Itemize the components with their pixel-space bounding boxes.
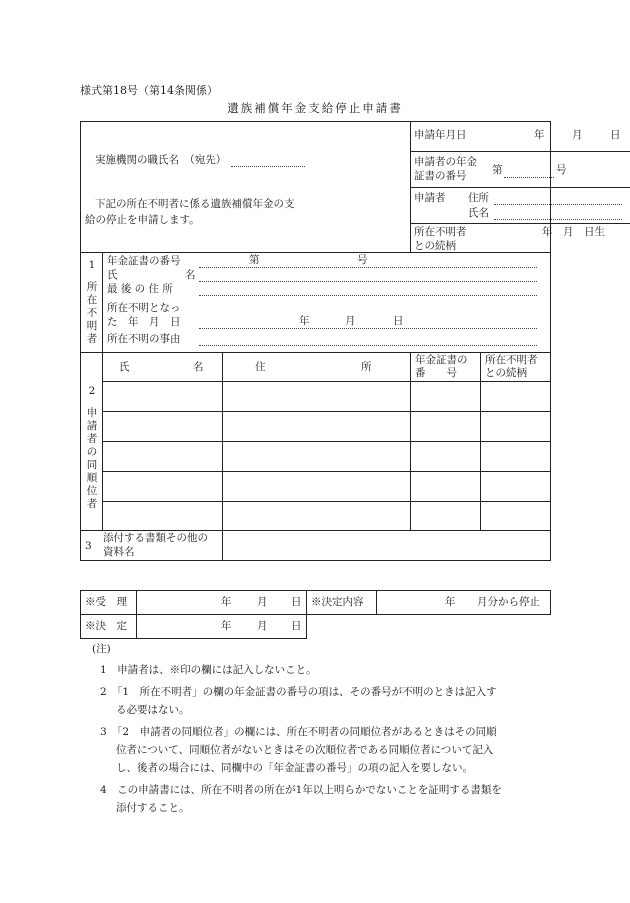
same-rank-relation-cell[interactable] [481,502,551,531]
missing-date-field[interactable] [199,328,537,329]
section3-label-line2: 資料名 [103,546,135,558]
row-missing-date-line1: 所在不明となっ [107,302,181,314]
same-rank-name-cell[interactable] [103,412,223,442]
row-cert-go: 号 [357,254,368,266]
decision-content-stop: 月分から停止 [477,596,540,608]
section1-char-2: 在 [86,294,98,306]
same-rank-cert-cell[interactable] [411,472,481,502]
form-number: 様式第18号（第14条関係） [80,84,218,97]
applicant-name-label: 氏名 [468,206,489,219]
note-4b: 添付すること。 [116,802,190,814]
same-rank-name-cell[interactable] [103,502,223,531]
received-label: ※受 理 [85,596,127,608]
applicant-name-field[interactable] [494,219,622,220]
col-header-cert [411,353,481,382]
row-missing-month: 月 [345,315,356,327]
decision-content-cell[interactable] [377,591,551,615]
row-last-address-label: 最 後 の 住 所 [107,283,173,295]
section1-char-4: 明 [86,320,98,332]
pension-cert-label-line2: 証書の番号 [414,169,467,182]
section2-char-5: 同 [86,459,98,471]
application-date-month: 月 [572,129,583,141]
decided-year: 年 [221,620,232,632]
table-row [81,472,551,502]
received-label-cell [81,591,137,615]
missing-relation-line2: との続柄 [414,239,456,252]
same-rank-name-cell[interactable] [103,472,223,502]
section1-char-1: 所 [86,281,98,293]
missing-reason-field[interactable] [199,345,537,346]
col-cert-line2: 番 号 [415,367,457,379]
missing-person-details-cell [103,253,551,353]
application-date-row [410,121,630,151]
note-3a: 3 「2 申請者の同順位者」の欄には、所在不明者の同順位者があるときはその同順 [100,726,497,738]
row-cert-label: 年金証書の番号 [107,255,181,267]
section2-char-6: 順 [86,472,98,484]
request-text-line1: 下記の所在不明者に係る遺族補償年金の支 [95,198,295,210]
same-rank-relation-cell[interactable] [481,442,551,472]
col-header-name [103,353,223,382]
decided-date-cell[interactable] [137,615,307,639]
applicant-info-cell [411,122,621,253]
missing-name-field[interactable] [199,281,537,282]
note-1: 1 申請者は、※印の欄には記入しないこと。 [100,664,317,676]
pension-cert-dai: 第 [492,163,503,176]
section2-char-7: 位 [86,485,98,497]
decided-label: ※決 定 [85,620,127,632]
decision-content-label: ※決定内容 [311,596,364,608]
note-3c: し、後者の場合には、同欄中の「年金証書の番号」の項の記入を要しない。 [116,762,473,774]
col-name-a: 氏 [119,361,130,373]
request-text-line2: 給の停止を申請します。 [85,214,200,226]
received-month: 月 [257,596,268,608]
row-reason-label: 所在不明の事由 [107,333,181,345]
section2-label-cell [81,353,103,531]
table-row [81,442,551,472]
note-2a: 2 「1 所在不明者」の欄の年金証書の番号の項は、その番号が不明のときは記入す [100,686,497,698]
same-rank-cert-cell[interactable] [411,502,481,531]
pension-cert-label-line1: 申請者の年金 [414,155,477,168]
received-year: 年 [221,596,232,608]
col-relation-line2: との続柄 [485,367,527,379]
same-rank-address-cell[interactable] [223,442,411,472]
same-rank-cert-cell[interactable] [411,442,481,472]
missing-last-address-field[interactable] [199,295,537,296]
same-rank-address-cell[interactable] [223,412,411,442]
section2-char-2: 請 [86,420,98,432]
addressee-entry-line[interactable] [231,166,305,167]
col-relation-line1: 所在不明者 [485,354,538,366]
note-2b: る必要はない。 [116,704,190,716]
section3-number: 3 [85,540,92,552]
row-name-a: 氏 [107,269,118,281]
col-header-relation [481,353,551,382]
section1-char-5: 者 [86,333,98,345]
pension-cert-go: 号 [556,163,567,176]
row-missing-year: 年 [299,315,310,327]
same-rank-relation-cell[interactable] [481,382,551,412]
section1-char-3: 不 [86,307,98,319]
row-name-b: 名 [185,269,196,281]
same-rank-name-cell[interactable] [103,442,223,472]
application-form-table [80,121,621,561]
applicant-address-label: 住所 [468,191,489,204]
applicant-label: 申請者 [414,191,446,204]
same-rank-address-cell[interactable] [223,502,411,531]
applicant-pension-cert-row [410,151,630,187]
decision-empty-area [307,615,551,639]
same-rank-address-cell[interactable] [223,382,411,412]
same-rank-relation-cell[interactable] [481,412,551,442]
section1-number: 1 [88,259,96,271]
table-row [81,502,551,531]
decided-label-cell [81,615,137,639]
attached-documents-field[interactable] [223,531,551,561]
application-date-year: 年 [534,129,545,141]
col-address-a: 住 [255,361,266,373]
decision-content-label-cell [307,591,377,615]
missing-person-relation-row [410,223,630,253]
decided-month: 月 [257,620,268,632]
applicant-address-field[interactable] [494,204,622,205]
addressee-label: 実施機関の職氏名 （宛先） [95,154,227,166]
section2-char-3: 者 [86,433,98,445]
section3-label-line1: 添付する書類その他の [103,532,208,544]
section2-char-8: 者 [86,498,98,510]
decided-day: 日 [291,620,302,632]
col-cert-line1: 年金証書の [415,354,468,366]
same-rank-address-cell[interactable] [223,472,411,502]
row-cert-dai: 第 [249,254,260,266]
applicant-address-name-row [410,187,630,223]
section2-char-4: の [86,446,98,458]
document-title: 遺族補償年金支給停止申請書 [227,101,403,115]
same-rank-relation-cell[interactable] [481,472,551,502]
note-3b: 位者について、同順位者がないときはその次順位者である同順位者について記入 [116,744,494,756]
decision-table [80,590,551,639]
section2-char-1: 申 [86,407,98,419]
application-date-day: 日 [610,129,621,141]
section3-label-cell [81,531,223,561]
section1-label-cell [81,253,103,353]
received-day: 日 [291,596,302,608]
row-missing-date-line2: た 年 月 日 [107,316,181,328]
notes-title: (注) [92,643,111,655]
col-name-b: 名 [193,361,204,373]
note-4a: 4 この申請書には、所在不明者の所在が1年以上明らかでないことを証明する書類を [100,784,502,796]
applicant-info-subtable [410,121,630,253]
col-header-address [223,353,411,382]
pension-cert-number-field[interactable] [504,177,554,178]
missing-relation-line1: 所在不明者 [414,225,467,238]
table-row [81,412,551,442]
same-rank-cert-cell[interactable] [411,412,481,442]
same-rank-cert-cell[interactable] [411,382,481,412]
same-rank-name-cell[interactable] [103,382,223,412]
missing-birth-date: 年 月 日生 [542,225,605,238]
decision-content-year: 年 [445,596,456,608]
col-address-b: 所 [361,361,372,373]
application-date-label: 申請年月日 [414,129,467,141]
addressee-request-cell [81,122,411,253]
row-missing-day: 日 [393,315,404,327]
received-date-cell[interactable] [137,591,307,615]
section2-number: 2 [88,385,96,397]
table-row [81,382,551,412]
missing-cert-field[interactable] [199,267,537,268]
